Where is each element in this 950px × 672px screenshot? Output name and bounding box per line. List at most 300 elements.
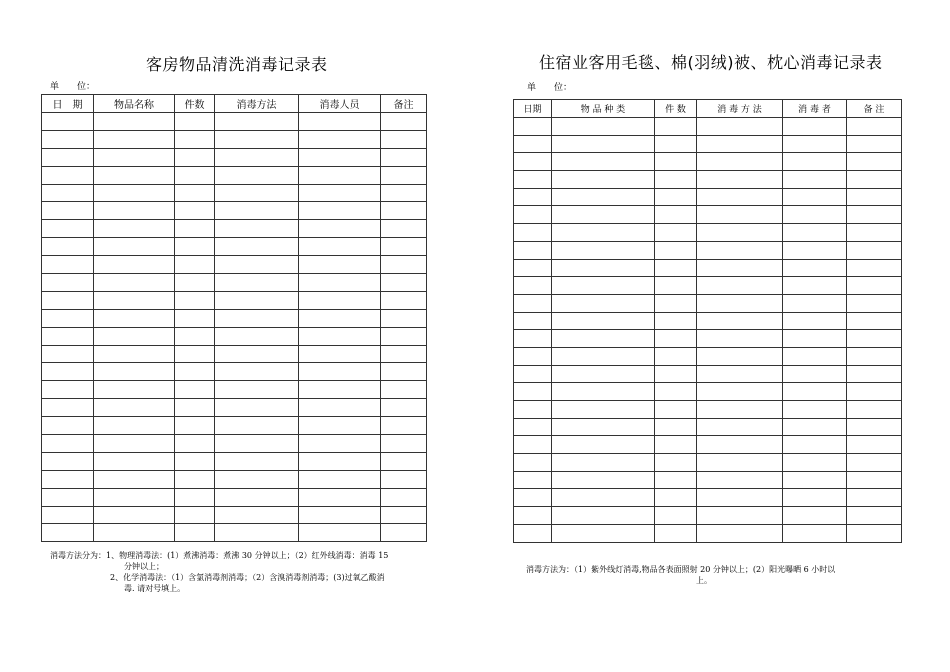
right-blank-cell[interactable] xyxy=(697,277,783,295)
left-blank-cell[interactable] xyxy=(42,113,94,131)
right-blank-cell[interactable] xyxy=(783,436,847,454)
right-blank-cell[interactable] xyxy=(514,418,552,436)
left-blank-cell[interactable] xyxy=(381,256,427,274)
left-blank-cell[interactable] xyxy=(42,345,94,363)
right-blank-cell[interactable] xyxy=(697,365,783,383)
right-blank-cell[interactable] xyxy=(552,454,655,472)
right-blank-cell[interactable] xyxy=(655,206,697,224)
right-blank-cell[interactable] xyxy=(783,224,847,242)
left-blank-cell[interactable] xyxy=(175,470,215,488)
left-blank-cell[interactable] xyxy=(42,202,94,220)
left-blank-cell[interactable] xyxy=(299,256,381,274)
left-blank-cell[interactable] xyxy=(215,417,299,435)
right-blank-cell[interactable] xyxy=(514,312,552,330)
left-blank-cell[interactable] xyxy=(94,506,175,524)
right-blank-cell[interactable] xyxy=(847,171,902,189)
right-blank-cell[interactable] xyxy=(552,418,655,436)
left-blank-cell[interactable] xyxy=(175,417,215,435)
right-blank-cell[interactable] xyxy=(697,330,783,348)
left-blank-cell[interactable] xyxy=(42,256,94,274)
right-blank-cell[interactable] xyxy=(847,401,902,419)
left-blank-cell[interactable] xyxy=(381,113,427,131)
right-blank-cell[interactable] xyxy=(847,489,902,507)
left-blank-cell[interactable] xyxy=(299,291,381,309)
right-blank-cell[interactable] xyxy=(514,330,552,348)
right-blank-cell[interactable] xyxy=(783,171,847,189)
left-blank-cell[interactable] xyxy=(381,506,427,524)
left-blank-cell[interactable] xyxy=(94,363,175,381)
left-blank-cell[interactable] xyxy=(215,452,299,470)
left-blank-cell[interactable] xyxy=(94,113,175,131)
right-blank-cell[interactable] xyxy=(655,259,697,277)
right-blank-cell[interactable] xyxy=(655,171,697,189)
right-blank-cell[interactable] xyxy=(514,524,552,542)
left-blank-cell[interactable] xyxy=(42,148,94,166)
right-blank-cell[interactable] xyxy=(552,347,655,365)
right-blank-cell[interactable] xyxy=(783,206,847,224)
right-blank-cell[interactable] xyxy=(783,524,847,542)
right-blank-cell[interactable] xyxy=(514,135,552,153)
left-blank-cell[interactable] xyxy=(215,291,299,309)
left-blank-cell[interactable] xyxy=(175,435,215,453)
left-blank-cell[interactable] xyxy=(94,166,175,184)
right-blank-cell[interactable] xyxy=(655,188,697,206)
right-blank-cell[interactable] xyxy=(697,347,783,365)
left-blank-cell[interactable] xyxy=(299,238,381,256)
right-blank-cell[interactable] xyxy=(552,383,655,401)
left-blank-cell[interactable] xyxy=(42,381,94,399)
left-blank-cell[interactable] xyxy=(42,309,94,327)
left-blank-cell[interactable] xyxy=(94,417,175,435)
left-blank-cell[interactable] xyxy=(94,345,175,363)
right-blank-cell[interactable] xyxy=(552,171,655,189)
left-blank-cell[interactable] xyxy=(215,470,299,488)
right-blank-cell[interactable] xyxy=(655,418,697,436)
right-header-remarks: 备 注 xyxy=(847,100,902,118)
right-blank-cell[interactable] xyxy=(514,294,552,312)
right-blank-cell[interactable] xyxy=(783,153,847,171)
left-blank-cell[interactable] xyxy=(94,202,175,220)
right-blank-cell[interactable] xyxy=(514,153,552,171)
left-blank-cell[interactable] xyxy=(381,202,427,220)
right-blank-cell[interactable] xyxy=(783,454,847,472)
right-blank-cell[interactable] xyxy=(783,259,847,277)
right-blank-cell[interactable] xyxy=(697,259,783,277)
right-blank-cell[interactable] xyxy=(552,259,655,277)
right-blank-cell[interactable] xyxy=(655,471,697,489)
left-blank-cell[interactable] xyxy=(42,166,94,184)
right-blank-cell[interactable] xyxy=(847,259,902,277)
right-blank-cell[interactable] xyxy=(552,206,655,224)
left-blank-cell[interactable] xyxy=(215,148,299,166)
left-blank-cell[interactable] xyxy=(215,345,299,363)
right-blank-cell[interactable] xyxy=(552,436,655,454)
left-blank-cell[interactable] xyxy=(299,435,381,453)
left-blank-cell[interactable] xyxy=(42,274,94,292)
left-blank-cell[interactable] xyxy=(215,309,299,327)
left-table-row xyxy=(42,524,427,542)
left-blank-cell[interactable] xyxy=(175,166,215,184)
left-blank-cell[interactable] xyxy=(215,202,299,220)
right-blank-cell[interactable] xyxy=(847,507,902,525)
left-blank-cell[interactable] xyxy=(215,524,299,542)
left-blank-cell[interactable] xyxy=(42,363,94,381)
left-blank-cell[interactable] xyxy=(42,399,94,417)
left-blank-cell[interactable] xyxy=(42,524,94,542)
left-blank-cell[interactable] xyxy=(299,488,381,506)
left-blank-cell[interactable] xyxy=(175,220,215,238)
right-blank-cell[interactable] xyxy=(783,312,847,330)
right-blank-cell[interactable] xyxy=(552,312,655,330)
left-table-row xyxy=(42,148,427,166)
left-blank-cell[interactable] xyxy=(299,524,381,542)
right-blank-cell[interactable] xyxy=(697,489,783,507)
left-blank-cell[interactable] xyxy=(175,381,215,399)
right-blank-cell[interactable] xyxy=(514,383,552,401)
right-blank-cell[interactable] xyxy=(655,365,697,383)
right-blank-cell[interactable] xyxy=(552,135,655,153)
left-blank-cell[interactable] xyxy=(175,238,215,256)
left-blank-cell[interactable] xyxy=(381,363,427,381)
right-blank-cell[interactable] xyxy=(655,241,697,259)
left-blank-cell[interactable] xyxy=(381,435,427,453)
right-blank-cell[interactable] xyxy=(783,241,847,259)
left-blank-cell[interactable] xyxy=(94,399,175,417)
left-table-row xyxy=(42,345,427,363)
left-blank-cell[interactable] xyxy=(42,417,94,435)
left-blank-cell[interactable] xyxy=(215,488,299,506)
left-blank-cell[interactable] xyxy=(215,166,299,184)
left-blank-cell[interactable] xyxy=(381,148,427,166)
right-blank-cell[interactable] xyxy=(847,436,902,454)
right-blank-cell[interactable] xyxy=(552,401,655,419)
right-blank-cell[interactable] xyxy=(783,294,847,312)
left-blank-cell[interactable] xyxy=(175,148,215,166)
right-blank-cell[interactable] xyxy=(655,153,697,171)
left-blank-cell[interactable] xyxy=(381,524,427,542)
left-blank-cell[interactable] xyxy=(175,309,215,327)
left-blank-cell[interactable] xyxy=(215,113,299,131)
left-blank-cell[interactable] xyxy=(42,452,94,470)
left-blank-cell[interactable] xyxy=(381,166,427,184)
right-blank-cell[interactable] xyxy=(697,471,783,489)
right-table-row xyxy=(514,489,902,507)
left-blank-cell[interactable] xyxy=(299,506,381,524)
right-blank-cell[interactable] xyxy=(847,312,902,330)
left-blank-cell[interactable] xyxy=(215,274,299,292)
right-blank-cell[interactable] xyxy=(514,241,552,259)
right-blank-cell[interactable] xyxy=(697,153,783,171)
left-blank-cell[interactable] xyxy=(175,291,215,309)
right-blank-cell[interactable] xyxy=(697,401,783,419)
right-blank-cell[interactable] xyxy=(655,507,697,525)
left-notes xyxy=(50,550,388,594)
left-blank-cell[interactable] xyxy=(381,274,427,292)
right-table-row xyxy=(514,383,902,401)
left-blank-cell[interactable] xyxy=(299,345,381,363)
left-blank-cell[interactable] xyxy=(42,327,94,345)
right-blank-cell[interactable] xyxy=(514,171,552,189)
right-blank-cell[interactable] xyxy=(783,330,847,348)
right-blank-cell[interactable] xyxy=(697,188,783,206)
right-blank-cell[interactable] xyxy=(847,188,902,206)
right-blank-cell[interactable] xyxy=(697,312,783,330)
right-blank-cell[interactable] xyxy=(847,224,902,242)
left-blank-cell[interactable] xyxy=(381,381,427,399)
right-blank-cell[interactable] xyxy=(655,383,697,401)
right-blank-cell[interactable] xyxy=(783,188,847,206)
left-blank-cell[interactable] xyxy=(42,220,94,238)
left-blank-cell[interactable] xyxy=(381,220,427,238)
left-table-row xyxy=(42,363,427,381)
right-blank-cell[interactable] xyxy=(514,224,552,242)
left-blank-cell[interactable] xyxy=(94,274,175,292)
left-blank-cell[interactable] xyxy=(299,309,381,327)
right-blank-cell[interactable] xyxy=(783,471,847,489)
right-blank-cell[interactable] xyxy=(783,118,847,136)
left-blank-cell[interactable] xyxy=(381,291,427,309)
left-blank-cell[interactable] xyxy=(381,309,427,327)
right-blank-cell[interactable] xyxy=(655,524,697,542)
right-blank-cell[interactable] xyxy=(783,401,847,419)
left-blank-cell[interactable] xyxy=(215,506,299,524)
left-blank-cell[interactable] xyxy=(175,130,215,148)
left-blank-cell[interactable] xyxy=(94,470,175,488)
right-blank-cell[interactable] xyxy=(783,347,847,365)
right-blank-cell[interactable] xyxy=(552,153,655,171)
right-blank-cell[interactable] xyxy=(552,471,655,489)
left-blank-cell[interactable] xyxy=(299,363,381,381)
left-blank-cell[interactable] xyxy=(175,202,215,220)
right-blank-cell[interactable] xyxy=(514,471,552,489)
right-blank-cell[interactable] xyxy=(847,206,902,224)
left-blank-cell[interactable] xyxy=(94,130,175,148)
left-blank-cell[interactable] xyxy=(175,524,215,542)
right-blank-cell[interactable] xyxy=(552,241,655,259)
left-blank-cell[interactable] xyxy=(94,184,175,202)
right-blank-cell[interactable] xyxy=(847,471,902,489)
left-blank-cell[interactable] xyxy=(381,130,427,148)
right-blank-cell[interactable] xyxy=(847,118,902,136)
left-blank-cell[interactable] xyxy=(299,130,381,148)
left-blank-cell[interactable] xyxy=(94,238,175,256)
left-blank-cell[interactable] xyxy=(175,506,215,524)
right-blank-cell[interactable] xyxy=(783,365,847,383)
right-blank-cell[interactable] xyxy=(552,330,655,348)
left-blank-cell[interactable] xyxy=(299,470,381,488)
left-blank-cell[interactable] xyxy=(381,184,427,202)
left-blank-cell[interactable] xyxy=(42,184,94,202)
right-blank-cell[interactable] xyxy=(514,277,552,295)
left-blank-cell[interactable] xyxy=(175,274,215,292)
left-blank-cell[interactable] xyxy=(299,417,381,435)
left-blank-cell[interactable] xyxy=(299,274,381,292)
left-blank-cell[interactable] xyxy=(381,452,427,470)
left-blank-cell[interactable] xyxy=(42,488,94,506)
right-blank-cell[interactable] xyxy=(514,365,552,383)
left-table-row xyxy=(42,399,427,417)
right-blank-cell[interactable] xyxy=(552,507,655,525)
left-blank-cell[interactable] xyxy=(299,452,381,470)
left-blank-cell[interactable] xyxy=(42,130,94,148)
right-blank-cell[interactable] xyxy=(847,347,902,365)
left-blank-cell[interactable] xyxy=(94,148,175,166)
right-blank-cell[interactable] xyxy=(697,206,783,224)
left-blank-cell[interactable] xyxy=(175,452,215,470)
right-blank-cell[interactable] xyxy=(847,153,902,171)
left-blank-cell[interactable] xyxy=(94,524,175,542)
right-blank-cell[interactable] xyxy=(847,241,902,259)
left-blank-cell[interactable] xyxy=(381,399,427,417)
left-blank-cell[interactable] xyxy=(299,202,381,220)
right-blank-cell[interactable] xyxy=(655,347,697,365)
left-blank-cell[interactable] xyxy=(175,488,215,506)
right-blank-cell[interactable] xyxy=(655,436,697,454)
left-blank-cell[interactable] xyxy=(381,470,427,488)
right-blank-cell[interactable] xyxy=(655,312,697,330)
right-blank-cell[interactable] xyxy=(552,118,655,136)
right-blank-cell[interactable] xyxy=(783,489,847,507)
right-blank-cell[interactable] xyxy=(783,277,847,295)
left-blank-cell[interactable] xyxy=(175,399,215,417)
left-blank-cell[interactable] xyxy=(94,381,175,399)
right-blank-cell[interactable] xyxy=(847,365,902,383)
left-blank-cell[interactable] xyxy=(381,488,427,506)
right-blank-cell[interactable] xyxy=(552,224,655,242)
left-blank-cell[interactable] xyxy=(215,130,299,148)
left-blank-cell[interactable] xyxy=(299,327,381,345)
left-blank-cell[interactable] xyxy=(215,238,299,256)
left-blank-cell[interactable] xyxy=(42,470,94,488)
right-blank-cell[interactable] xyxy=(514,188,552,206)
right-blank-cell[interactable] xyxy=(697,418,783,436)
left-blank-cell[interactable] xyxy=(175,345,215,363)
left-blank-cell[interactable] xyxy=(175,327,215,345)
right-blank-cell[interactable] xyxy=(552,294,655,312)
left-blank-cell[interactable] xyxy=(381,327,427,345)
right-notes xyxy=(526,564,835,586)
right-blank-cell[interactable] xyxy=(847,277,902,295)
left-note-line-2: 分钟以上； xyxy=(124,562,164,571)
right-blank-cell[interactable] xyxy=(514,206,552,224)
left-blank-cell[interactable] xyxy=(381,238,427,256)
right-blank-cell[interactable] xyxy=(655,401,697,419)
left-blank-cell[interactable] xyxy=(215,381,299,399)
right-blank-cell[interactable] xyxy=(697,383,783,401)
left-blank-cell[interactable] xyxy=(42,506,94,524)
left-blank-cell[interactable] xyxy=(299,381,381,399)
right-blank-cell[interactable] xyxy=(655,118,697,136)
left-blank-cell[interactable] xyxy=(215,327,299,345)
right-blank-cell[interactable] xyxy=(514,347,552,365)
right-blank-cell[interactable] xyxy=(655,454,697,472)
right-blank-cell[interactable] xyxy=(847,524,902,542)
right-blank-cell[interactable] xyxy=(783,383,847,401)
right-blank-cell[interactable] xyxy=(847,454,902,472)
left-blank-cell[interactable] xyxy=(215,363,299,381)
right-blank-cell[interactable] xyxy=(847,294,902,312)
left-blank-cell[interactable] xyxy=(215,256,299,274)
left-blank-cell[interactable] xyxy=(299,166,381,184)
left-blank-cell[interactable] xyxy=(94,256,175,274)
right-blank-cell[interactable] xyxy=(697,241,783,259)
left-blank-cell[interactable] xyxy=(175,184,215,202)
right-blank-cell[interactable] xyxy=(552,524,655,542)
right-blank-cell[interactable] xyxy=(847,330,902,348)
right-blank-cell[interactable] xyxy=(655,135,697,153)
right-blank-cell[interactable] xyxy=(514,259,552,277)
left-blank-cell[interactable] xyxy=(42,238,94,256)
right-blank-cell[interactable] xyxy=(697,454,783,472)
left-blank-cell[interactable] xyxy=(94,327,175,345)
right-blank-cell[interactable] xyxy=(514,507,552,525)
left-blank-cell[interactable] xyxy=(215,435,299,453)
right-blank-cell[interactable] xyxy=(655,489,697,507)
left-blank-cell[interactable] xyxy=(215,399,299,417)
left-blank-cell[interactable] xyxy=(94,435,175,453)
left-blank-cell[interactable] xyxy=(299,113,381,131)
left-blank-cell[interactable] xyxy=(94,291,175,309)
right-blank-cell[interactable] xyxy=(514,489,552,507)
left-blank-cell[interactable] xyxy=(381,417,427,435)
right-blank-cell[interactable] xyxy=(514,401,552,419)
right-blank-cell[interactable] xyxy=(697,507,783,525)
left-blank-cell[interactable] xyxy=(381,345,427,363)
left-blank-cell[interactable] xyxy=(175,363,215,381)
right-blank-cell[interactable] xyxy=(697,224,783,242)
right-blank-cell[interactable] xyxy=(655,277,697,295)
right-blank-cell[interactable] xyxy=(847,135,902,153)
right-blank-cell[interactable] xyxy=(697,294,783,312)
left-blank-cell[interactable] xyxy=(175,113,215,131)
left-blank-cell[interactable] xyxy=(299,220,381,238)
left-blank-cell[interactable] xyxy=(94,309,175,327)
right-blank-cell[interactable] xyxy=(552,489,655,507)
right-blank-cell[interactable] xyxy=(697,524,783,542)
left-blank-cell[interactable] xyxy=(299,399,381,417)
right-blank-cell[interactable] xyxy=(847,383,902,401)
right-header-item-type: 物 品 种 类 xyxy=(552,100,655,118)
right-blank-cell[interactable] xyxy=(697,436,783,454)
right-blank-cell[interactable] xyxy=(783,507,847,525)
right-blank-cell[interactable] xyxy=(655,224,697,242)
left-blank-cell[interactable] xyxy=(94,488,175,506)
right-blank-cell[interactable] xyxy=(514,118,552,136)
left-blank-cell[interactable] xyxy=(94,220,175,238)
right-blank-cell[interactable] xyxy=(847,418,902,436)
right-blank-cell[interactable] xyxy=(697,135,783,153)
right-blank-cell[interactable] xyxy=(697,171,783,189)
left-blank-cell[interactable] xyxy=(94,452,175,470)
left-blank-cell[interactable] xyxy=(175,256,215,274)
right-blank-cell[interactable] xyxy=(783,135,847,153)
left-blank-cell[interactable] xyxy=(299,184,381,202)
left-blank-cell[interactable] xyxy=(215,220,299,238)
right-blank-cell[interactable] xyxy=(697,118,783,136)
left-blank-cell[interactable] xyxy=(42,291,94,309)
left-blank-cell[interactable] xyxy=(42,435,94,453)
right-blank-cell[interactable] xyxy=(514,454,552,472)
left-blank-cell[interactable] xyxy=(299,148,381,166)
right-blank-cell[interactable] xyxy=(552,188,655,206)
right-blank-cell[interactable] xyxy=(783,418,847,436)
right-blank-cell[interactable] xyxy=(655,330,697,348)
left-blank-cell[interactable] xyxy=(215,184,299,202)
right-blank-cell[interactable] xyxy=(552,277,655,295)
right-blank-cell[interactable] xyxy=(514,436,552,454)
right-blank-cell[interactable] xyxy=(655,294,697,312)
right-blank-cell[interactable] xyxy=(552,365,655,383)
